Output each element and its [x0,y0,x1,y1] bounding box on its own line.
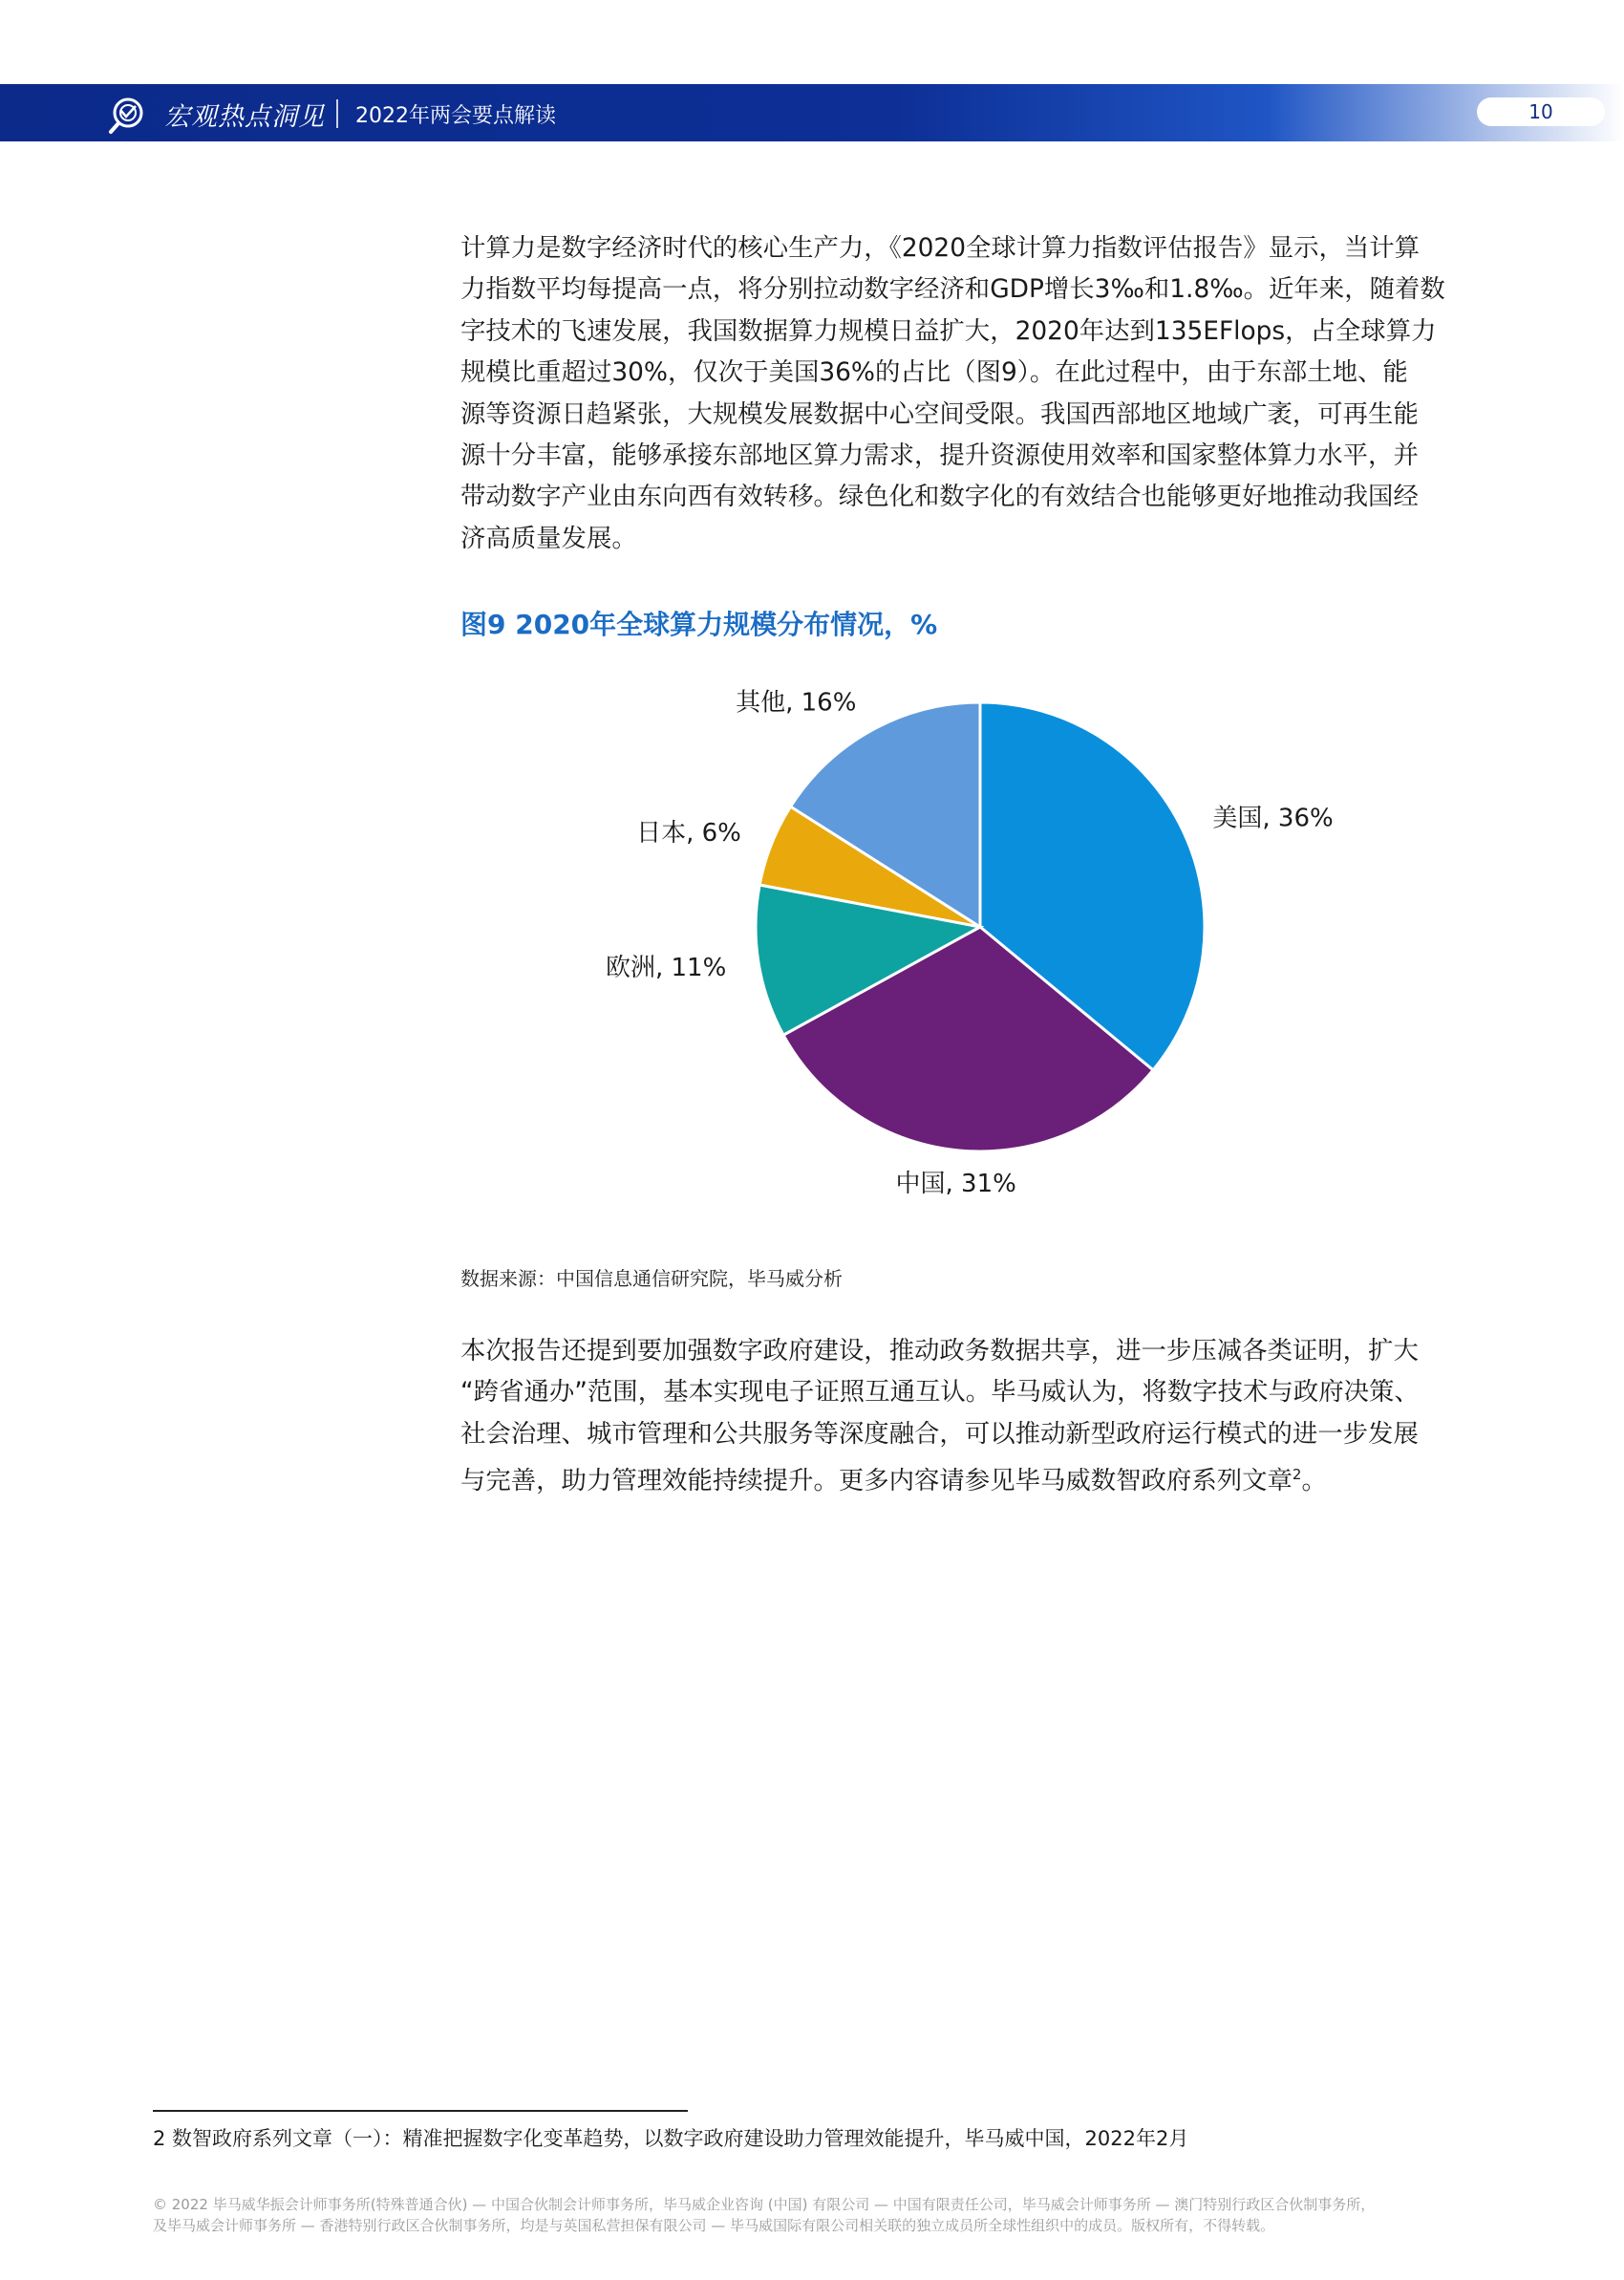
paragraph-1-line: 源十分丰富，能够承接东部地区算力需求，提升资源使用效率和国家整体算力水平，并 [460,441,1419,471]
footnote-divider [153,2110,688,2112]
page-number: 10 [1477,97,1605,126]
pie-label-1: 中国, 31% [895,1169,1016,1198]
pie-label-0: 美国, 36% [1212,804,1334,833]
copyright-line: © 2022 毕马威华振会计师事务所(特殊普通合伙) — 中国合伙制会计师事务所，毕马威企业咨询 (中国) 有限公司 — 中国有限责任公司，毕马威会计师事务所 — 澳门特别行政区合伙制事务所， [153,2196,1376,2213]
paragraph-1 [460,227,1483,559]
pie-label-3: 日本, 6% [636,818,741,848]
paragraph-2-line: 本次报告还提到要加强数字政府建设，推动政务数据共享，进一步压减各类证明，扩大 [460,1336,1419,1366]
paragraph-2-line: 社会治理、城市管理和公共服务等深度融合，可以推动新型政府运行模式的进一步发展 [460,1418,1419,1449]
paragraph-2-line [460,1454,1483,1501]
pie-label-2: 欧洲, 11% [605,954,727,983]
header-title: 宏观热点洞见 [164,102,325,132]
pie-chart [573,669,1334,1198]
paragraph-1-line: 字技术的飞速发展，我国数据算力规模日益扩大，2020年达到135EFlops，占全球算力 [460,315,1437,346]
paragraph-2-line: “跨省通办”范围，基本实现电子证照互通互认。毕马威认为，将数字技术与政府决策、 [460,1377,1420,1408]
paragraph-1-line: 力指数平均每提高一点，将分别拉动数字经济和GDP增长3‰和1.8‰。近年来，随着数 [460,274,1445,305]
paragraph-1-line: 济高质量发展。 [460,523,637,553]
header-subtitle: 2022年两会要点解读 [355,104,556,128]
pie-label-4: 其他, 16% [736,688,857,718]
paragraph-2-end: 。 [1301,1466,1327,1496]
paragraph-2 [460,1330,1483,1501]
figure-source: 数据来源：中国信息通信研究院，毕马威分析 [460,1267,843,1290]
header-divider [336,99,338,128]
footnote: 2 数智政府系列文章（一）：精准把握数字化变革趋势，以数字政府建设助力管理效能提升，毕马威中国，2022年2月 [153,2127,1189,2150]
footnote-reference[interactable]: 2 [1292,1466,1302,1484]
paragraph-2-last-text: 与完善，助力管理效能持续提升。更多内容请参见毕马威数智政府系列文章 [460,1466,1293,1496]
copyright-notice [153,2194,1490,2236]
figure-title: 图9 2020年全球算力规模分布情况，% [460,609,938,640]
magnifier-logo-icon [107,94,149,136]
paragraph-1-line: 计算力是数字经济时代的核心生产力，《2020全球计算力指数评估报告》显示，当计算 [460,233,1421,263]
copyright-line: 及毕马威会计师事务所 — 香港特别行政区合伙制事务所，均是与英国私营担保有限公司 — 毕马威国际有限公司相关联的独立成员所全球性组织中的成员。版权所有，不得转载。 [153,2217,1275,2234]
paragraph-1-line: 规模比重超过30%，仅次于美国36%的占比（图9）。在此过程中，由于东部土地、能 [460,357,1408,388]
paragraph-1-line: 源等资源日趋紧张，大规模发展数据中心空间受限。我国西部地区地域广袤，可再生能 [460,398,1419,429]
paragraph-1-line: 带动数字产业由东向西有效转移。绿色化和数字化的有效结合也能够更好地推动我国经 [460,482,1419,512]
